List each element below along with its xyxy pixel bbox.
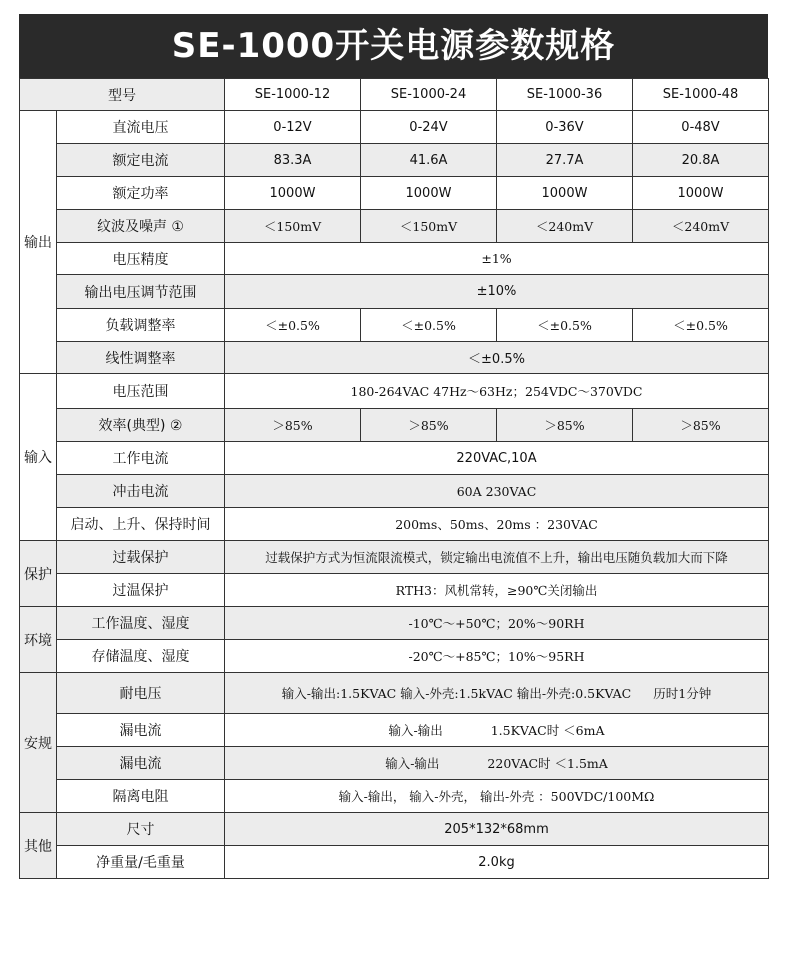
group-environment: 环境 <box>20 607 57 673</box>
cell-value: ＞85% <box>361 409 497 442</box>
cell-value: 205*132*68mm <box>225 813 769 846</box>
table-row <box>20 374 769 409</box>
table-row <box>20 243 769 275</box>
leakage-path: 输入-输出 <box>385 756 440 771</box>
cell-value: 1000W <box>361 177 497 210</box>
cell-value <box>225 714 769 747</box>
table-row <box>20 309 769 342</box>
group-other: 其他 <box>20 813 57 879</box>
cell-value: 1000W <box>497 177 633 210</box>
cell-value: ＜±0.5% <box>225 309 361 342</box>
cell-value: ±1% <box>225 243 769 275</box>
row-label: 尺寸 <box>57 813 225 846</box>
row-label: 线性调整率 <box>57 342 225 374</box>
cell-value: 0-36V <box>497 111 633 144</box>
cell-value: 过载保护方式为恒流限流模式，锁定输出电流值不上升，输出电压随负载加大而下降 <box>225 541 769 574</box>
cell-value: ＞85% <box>633 409 769 442</box>
row-label: 工作温度、湿度 <box>57 607 225 640</box>
cell-value: RTH3：风机常转，≥90℃关闭输出 <box>225 574 769 607</box>
table-row <box>20 111 769 144</box>
cell-value: ＞85% <box>497 409 633 442</box>
row-label: 漏电流 <box>57 714 225 747</box>
cell-value <box>225 747 769 780</box>
cell-value: 0-12V <box>225 111 361 144</box>
row-label: 额定电流 <box>57 144 225 177</box>
cell-value: 83.3A <box>225 144 361 177</box>
cell-value: ＜150mV <box>225 210 361 243</box>
leakage-condition: 1.5KVAC时 ＜6mA <box>490 723 605 738</box>
cell-value: 0-48V <box>633 111 769 144</box>
cell-value: ＜±0.5% <box>361 309 497 342</box>
spec-table <box>19 78 769 879</box>
table-row <box>20 714 769 747</box>
row-label: 效率(典型) ② <box>57 409 225 442</box>
cell-value: 0-24V <box>361 111 497 144</box>
row-label: 电压范围 <box>57 374 225 409</box>
cell-value: 200ms、50ms、20ms ：230VAC <box>225 508 769 541</box>
row-label: 纹波及噪声 ① <box>57 210 225 243</box>
page-title: SE-1000开关电源参数规格 <box>19 14 768 78</box>
row-label: 启动、上升、保持时间 <box>57 508 225 541</box>
cell-value: -10℃～+50℃；20%～90RH <box>225 607 769 640</box>
header-row <box>20 79 769 111</box>
group-input: 输入 <box>20 374 57 541</box>
leakage-path: 输入-输出 <box>388 723 443 738</box>
table-row <box>20 846 769 879</box>
table-row <box>20 144 769 177</box>
model-name: SE-1000-48 <box>633 79 769 111</box>
leakage-condition: 220VAC时 ＜1.5mA <box>487 756 608 771</box>
cell-value <box>225 673 769 714</box>
model-name: SE-1000-12 <box>225 79 361 111</box>
cell-value: ＜150mV <box>361 210 497 243</box>
cell-value: 输入-输出， 输入-外壳， 输出-外壳 ：500VDC/100MΩ <box>225 780 769 813</box>
group-protection: 保护 <box>20 541 57 607</box>
cell-value: ＜±0.5% <box>225 342 769 374</box>
model-name: SE-1000-24 <box>361 79 497 111</box>
table-row <box>20 177 769 210</box>
row-label: 净重量/毛重量 <box>57 846 225 879</box>
model-name: SE-1000-36 <box>497 79 633 111</box>
row-label: 工作电流 <box>57 442 225 475</box>
cell-value: ＜±0.5% <box>633 309 769 342</box>
cell-value: ＜±0.5% <box>497 309 633 342</box>
table-row <box>20 342 769 374</box>
row-label: 冲击电流 <box>57 475 225 508</box>
row-label: 输出电压调节范围 <box>57 275 225 309</box>
cell-value: ＜240mV <box>633 210 769 243</box>
table-row <box>20 475 769 508</box>
cell-value: 2.0kg <box>225 846 769 879</box>
table-row <box>20 747 769 780</box>
cell-value: 60A 230VAC <box>225 475 769 508</box>
table-row <box>20 640 769 673</box>
table-row <box>20 813 769 846</box>
table-row <box>20 409 769 442</box>
table-row <box>20 574 769 607</box>
row-label: 耐电压 <box>57 673 225 714</box>
table-row <box>20 673 769 714</box>
row-label: 负载调整率 <box>57 309 225 342</box>
row-label: 过载保护 <box>57 541 225 574</box>
table-row <box>20 541 769 574</box>
cell-value: 180-264VAC 47Hz～63Hz；254VDC～370VDC <box>225 374 769 409</box>
row-label: 漏电流 <box>57 747 225 780</box>
row-label: 隔离电阻 <box>57 780 225 813</box>
cell-value: ±10% <box>225 275 769 309</box>
withstand-values: 输入-输出:1.5KVAC 输入-外壳:1.5kVAC 输出-外壳:0.5KVAC <box>281 686 632 701</box>
cell-value: 1000W <box>633 177 769 210</box>
row-label: 存储温度、湿度 <box>57 640 225 673</box>
cell-value: ＜240mV <box>497 210 633 243</box>
model-label: 型号 <box>20 79 225 111</box>
row-label: 额定功率 <box>57 177 225 210</box>
cell-value: 1000W <box>225 177 361 210</box>
group-output: 输出 <box>20 111 57 374</box>
table-row <box>20 210 769 243</box>
row-label: 直流电压 <box>57 111 225 144</box>
table-row <box>20 275 769 309</box>
group-safety: 安规 <box>20 673 57 813</box>
row-label: 电压精度 <box>57 243 225 275</box>
table-row <box>20 508 769 541</box>
row-label: 过温保护 <box>57 574 225 607</box>
cell-value: -20℃～+85℃；10%～95RH <box>225 640 769 673</box>
cell-value: 220VAC,10A <box>225 442 769 475</box>
cell-value: 20.8A <box>633 144 769 177</box>
table-row <box>20 607 769 640</box>
table-row <box>20 442 769 475</box>
cell-value: 27.7A <box>497 144 633 177</box>
cell-value: 41.6A <box>361 144 497 177</box>
withstand-duration: 历时1分钟 <box>653 686 712 701</box>
cell-value: ＞85% <box>225 409 361 442</box>
table-row <box>20 780 769 813</box>
